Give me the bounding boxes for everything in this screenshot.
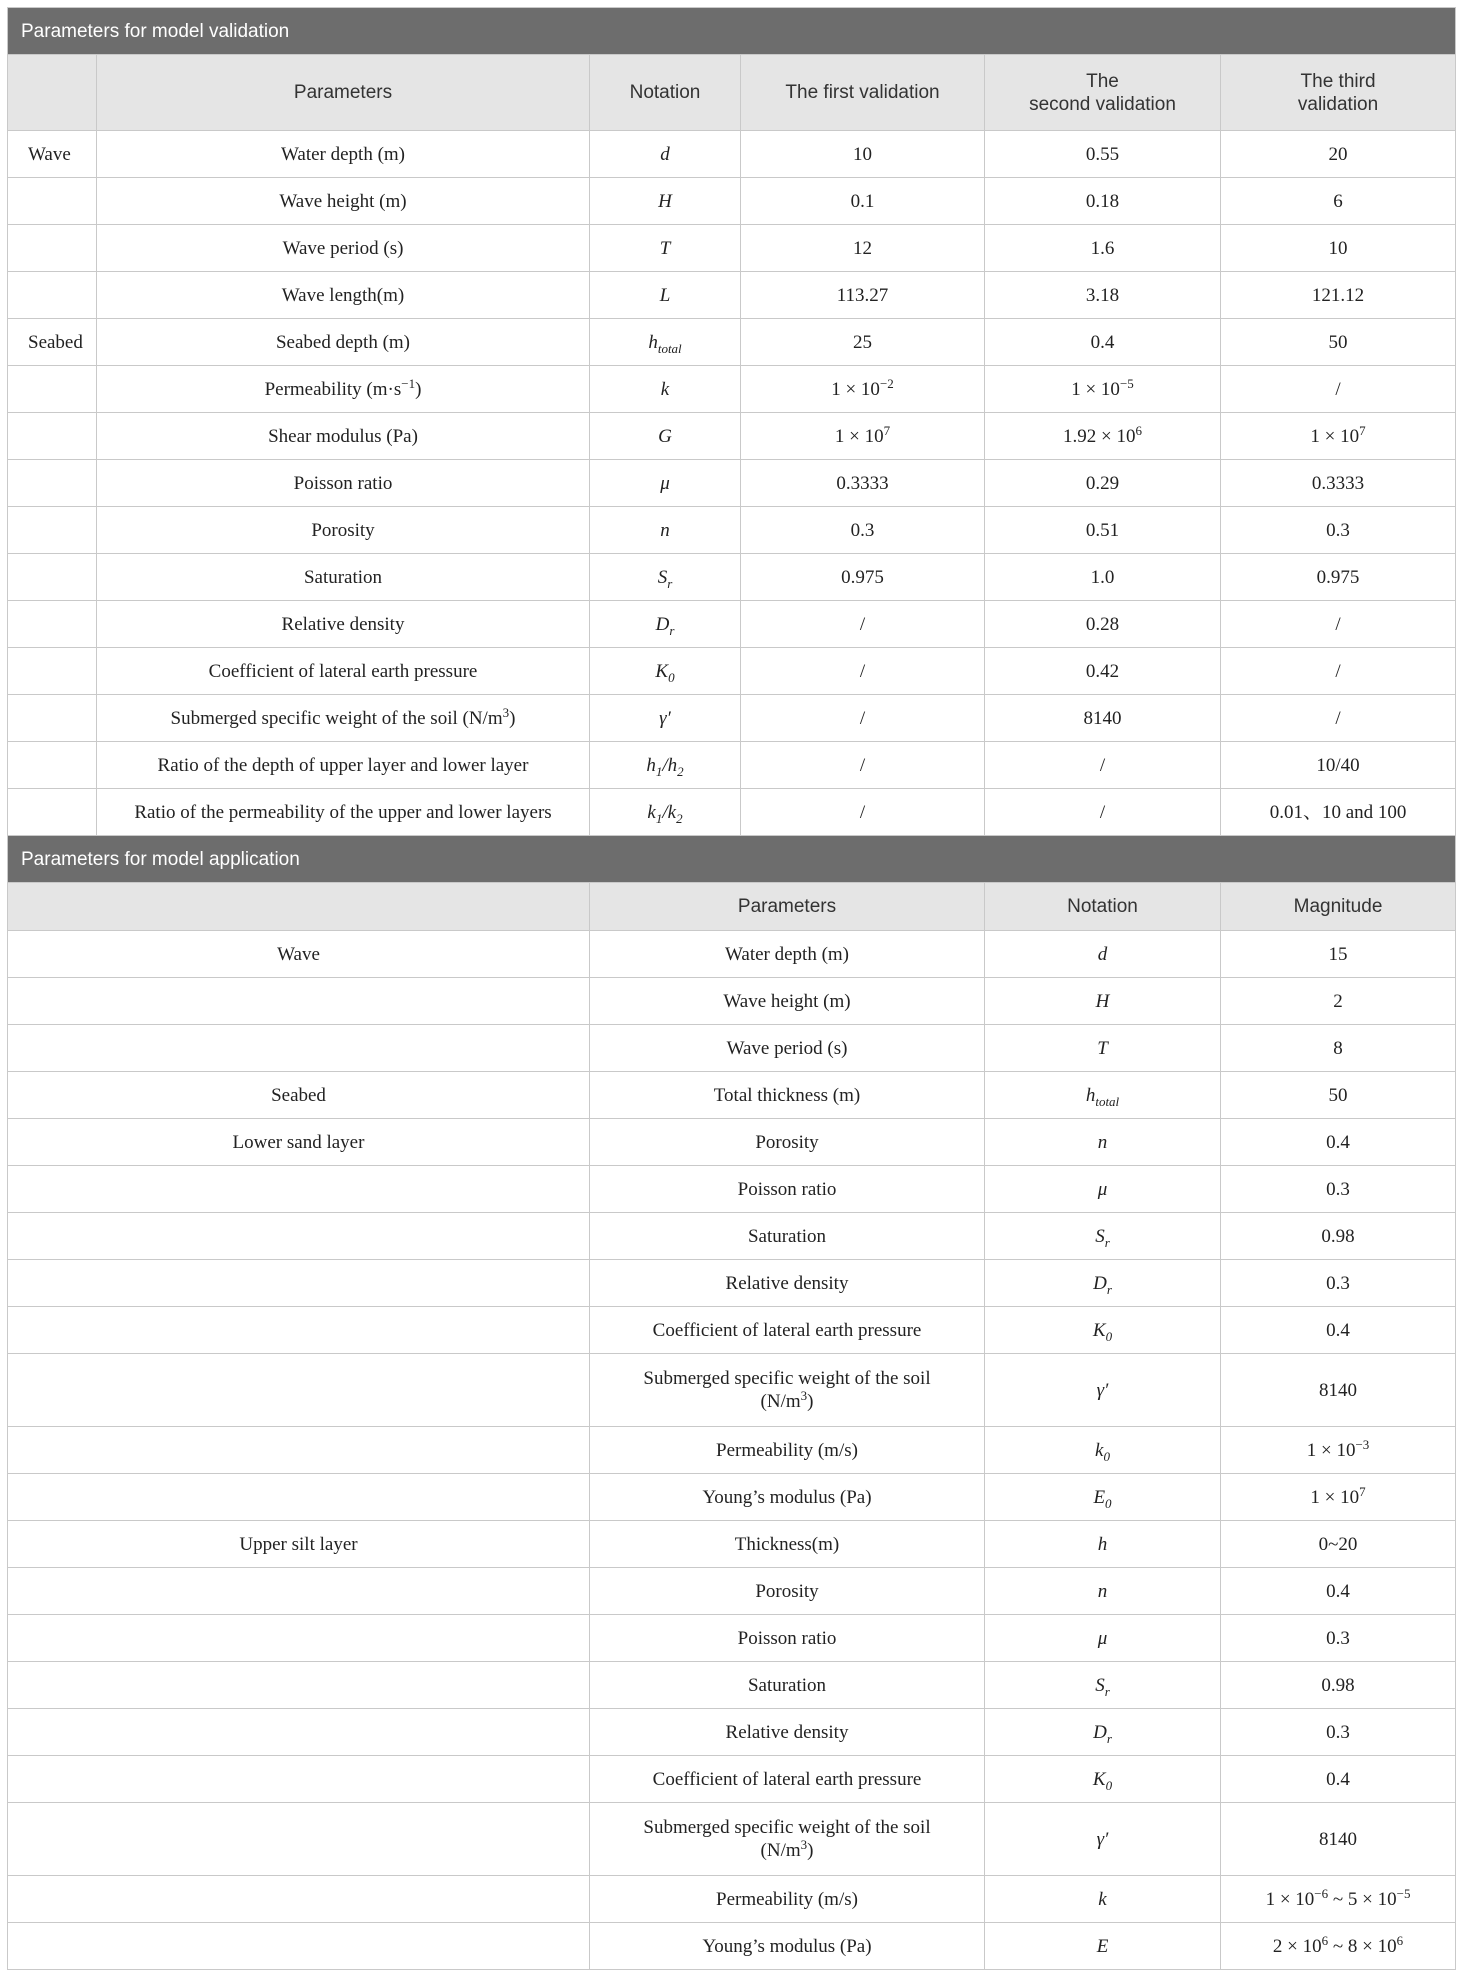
notation-cell: $S_r$ bbox=[985, 1213, 1221, 1260]
notation-cell: h bbox=[985, 1521, 1221, 1568]
third-validation-cell: 10 bbox=[1221, 225, 1456, 272]
table-row bbox=[8, 1213, 1456, 1260]
third-validation-cell: / bbox=[1221, 648, 1456, 695]
table-row bbox=[8, 648, 1456, 695]
parameter-cell: Wave period (s) bbox=[590, 1025, 985, 1072]
parameter-cell: Poisson ratio bbox=[590, 1615, 985, 1662]
group-cell: Wave bbox=[8, 131, 97, 178]
notation-cell: T bbox=[590, 225, 741, 272]
parameter-cell: Shear modulus (Pa) bbox=[97, 413, 590, 460]
magnitude-cell: 0.4 bbox=[1221, 1568, 1456, 1615]
group-cell bbox=[8, 460, 97, 507]
first-validation-cell: / bbox=[741, 601, 985, 648]
first-validation-cell: / bbox=[741, 695, 985, 742]
parameter-cell: Submerged specific weight of the soil $(N/m^3)$ bbox=[97, 695, 590, 742]
parameter-cell: Coefficient of lateral earth pressure bbox=[97, 648, 590, 695]
second-validation-cell: / bbox=[985, 789, 1221, 836]
magnitude-cell: $1 \times 10^7$ bbox=[1221, 1474, 1456, 1521]
header-parameters: Parameters bbox=[590, 883, 985, 931]
third-validation-cell: $1 \times 10^7$ bbox=[1221, 413, 1456, 460]
notation-cell: d bbox=[590, 131, 741, 178]
second-validation-cell: $1.92 \times 10^6$ bbox=[985, 413, 1221, 460]
table-row bbox=[8, 695, 1456, 742]
first-validation-cell: 0.1 bbox=[741, 178, 985, 225]
header-notation: Notation bbox=[590, 55, 741, 131]
magnitude-cell: 2 bbox=[1221, 978, 1456, 1025]
third-validation-cell: 0.3333 bbox=[1221, 460, 1456, 507]
second-validation-cell: 8140 bbox=[985, 695, 1221, 742]
table-row bbox=[8, 742, 1456, 789]
notation-cell: $k_0$ bbox=[985, 1427, 1221, 1474]
table-row bbox=[8, 319, 1456, 366]
third-validation-cell: / bbox=[1221, 695, 1456, 742]
notation-cell: γ′ bbox=[985, 1354, 1221, 1427]
header-notation: Notation bbox=[985, 883, 1221, 931]
group-cell bbox=[8, 1923, 590, 1970]
parameter-cell: Thickness(m) bbox=[590, 1521, 985, 1568]
notation-cell: $D_r$ bbox=[985, 1260, 1221, 1307]
table-row bbox=[8, 1166, 1456, 1213]
magnitude-cell: 0.98 bbox=[1221, 1213, 1456, 1260]
table-row bbox=[8, 366, 1456, 413]
table-row bbox=[8, 601, 1456, 648]
table-row bbox=[8, 460, 1456, 507]
header-blank bbox=[8, 55, 97, 131]
parameter-cell: Wave length(m) bbox=[97, 272, 590, 319]
table-row bbox=[8, 1709, 1456, 1756]
notation-cell: $D_r$ bbox=[985, 1709, 1221, 1756]
application-section-header bbox=[8, 836, 1456, 883]
first-validation-cell: 12 bbox=[741, 225, 985, 272]
group-cell bbox=[8, 742, 97, 789]
parameter-cell: Saturation bbox=[590, 1213, 985, 1260]
notation-cell: k bbox=[590, 366, 741, 413]
group-cell bbox=[8, 225, 97, 272]
third-validation-cell: 0.3 bbox=[1221, 507, 1456, 554]
header-second-validation: The second validation bbox=[985, 55, 1221, 131]
notation-cell: T bbox=[985, 1025, 1221, 1072]
notation-cell: $K_0$ bbox=[985, 1756, 1221, 1803]
second-validation-cell: $1 \times 10^{-5}$ bbox=[985, 366, 1221, 413]
group-cell bbox=[8, 554, 97, 601]
group-cell: Wave bbox=[8, 931, 590, 978]
magnitude-cell: 0.3 bbox=[1221, 1166, 1456, 1213]
notation-cell: $h_{total}$ bbox=[590, 319, 741, 366]
table-row bbox=[8, 1803, 1456, 1876]
notation-cell: $S_r$ bbox=[590, 554, 741, 601]
group-cell bbox=[8, 413, 97, 460]
table-row bbox=[8, 1354, 1456, 1427]
parameter-cell: Water depth (m) bbox=[97, 131, 590, 178]
parameter-cell: Total thickness (m) bbox=[590, 1072, 985, 1119]
second-validation-cell: 3.18 bbox=[985, 272, 1221, 319]
parameter-cell: Wave period (s) bbox=[97, 225, 590, 272]
table-row bbox=[8, 1756, 1456, 1803]
group-cell bbox=[8, 1427, 590, 1474]
third-validation-cell: / bbox=[1221, 366, 1456, 413]
group-cell: Lower sand layer bbox=[8, 1119, 590, 1166]
table-row bbox=[8, 1521, 1456, 1568]
header-first-validation: The first validation bbox=[741, 55, 985, 131]
parameter-cell: Ratio of the depth of upper layer and lower layer bbox=[97, 742, 590, 789]
first-validation-cell: 0.975 bbox=[741, 554, 985, 601]
group-cell bbox=[8, 1803, 590, 1876]
group-cell bbox=[8, 178, 97, 225]
table-row bbox=[8, 789, 1456, 836]
magnitude-cell: 0.98 bbox=[1221, 1662, 1456, 1709]
first-validation-cell: 10 bbox=[741, 131, 985, 178]
parameter-cell: Poisson ratio bbox=[590, 1166, 985, 1213]
validation-column-headers bbox=[8, 55, 1456, 131]
table-row bbox=[8, 1427, 1456, 1474]
table-row bbox=[8, 1568, 1456, 1615]
magnitude-cell: 0.4 bbox=[1221, 1119, 1456, 1166]
table-row bbox=[8, 272, 1456, 319]
table-row bbox=[8, 1662, 1456, 1709]
group-cell bbox=[8, 789, 97, 836]
parameter-cell: Relative density bbox=[97, 601, 590, 648]
group-cell bbox=[8, 601, 97, 648]
second-validation-cell: 0.42 bbox=[985, 648, 1221, 695]
table-row bbox=[8, 931, 1456, 978]
parameter-cell: Wave height (m) bbox=[97, 178, 590, 225]
group-cell bbox=[8, 507, 97, 554]
group-cell bbox=[8, 1615, 590, 1662]
validation-section-header bbox=[8, 8, 1456, 55]
group-cell bbox=[8, 1307, 590, 1354]
second-validation-cell: 0.4 bbox=[985, 319, 1221, 366]
magnitude-cell: 8140 bbox=[1221, 1803, 1456, 1876]
notation-cell: H bbox=[985, 978, 1221, 1025]
second-validation-cell: 0.55 bbox=[985, 131, 1221, 178]
first-validation-cell: / bbox=[741, 789, 985, 836]
table-row bbox=[8, 1260, 1456, 1307]
magnitude-cell: $1 \times 10^{-3}$ bbox=[1221, 1427, 1456, 1474]
notation-cell: $E_0$ bbox=[985, 1474, 1221, 1521]
notation-cell: L bbox=[590, 272, 741, 319]
parameter-cell: Water depth (m) bbox=[590, 931, 985, 978]
third-validation-cell: 121.12 bbox=[1221, 272, 1456, 319]
group-cell bbox=[8, 1025, 590, 1072]
first-validation-cell: 25 bbox=[741, 319, 985, 366]
table-row bbox=[8, 1025, 1456, 1072]
header-magnitude: Magnitude bbox=[1221, 883, 1456, 931]
second-validation-cell: 0.29 bbox=[985, 460, 1221, 507]
parameter-cell: Porosity bbox=[97, 507, 590, 554]
first-validation-cell: 0.3333 bbox=[741, 460, 985, 507]
notation-cell: γ′ bbox=[985, 1803, 1221, 1876]
group-cell: Seabed bbox=[8, 1072, 590, 1119]
table-row bbox=[8, 178, 1456, 225]
magnitude-cell: 0.3 bbox=[1221, 1709, 1456, 1756]
first-validation-cell: 113.27 bbox=[741, 272, 985, 319]
header-parameters: Parameters bbox=[97, 55, 590, 131]
notation-cell: d bbox=[985, 931, 1221, 978]
parameter-cell: Ratio of the permeability of the upper and lower layers bbox=[97, 789, 590, 836]
notation-cell: $D_r$ bbox=[590, 601, 741, 648]
notation-cell: H bbox=[590, 178, 741, 225]
second-validation-cell: 0.18 bbox=[985, 178, 1221, 225]
parameter-cell: Coefficient of lateral earth pressure bbox=[590, 1307, 985, 1354]
table-row bbox=[8, 507, 1456, 554]
parameter-cell: Permeability $(m\cdot s^{-1})$ bbox=[97, 366, 590, 413]
group-cell bbox=[8, 695, 97, 742]
application-section-title: Parameters for model application bbox=[8, 836, 1456, 883]
table-row bbox=[8, 1615, 1456, 1662]
application-column-headers bbox=[8, 883, 1456, 931]
second-validation-cell: 1.6 bbox=[985, 225, 1221, 272]
group-cell bbox=[8, 1166, 590, 1213]
notation-cell: $k_1/k_2$ bbox=[590, 789, 741, 836]
parameter-cell: Permeability (m/s) bbox=[590, 1876, 985, 1923]
notation-cell: $K_0$ bbox=[985, 1307, 1221, 1354]
group-cell bbox=[8, 1260, 590, 1307]
header-blank bbox=[8, 883, 590, 931]
second-validation-cell: 1.0 bbox=[985, 554, 1221, 601]
notation-cell: $h_{total}$ bbox=[985, 1072, 1221, 1119]
parameter-cell: Young’s modulus (Pa) bbox=[590, 1923, 985, 1970]
group-cell bbox=[8, 1474, 590, 1521]
parameter-cell: Seabed depth (m) bbox=[97, 319, 590, 366]
magnitude-cell: 0.3 bbox=[1221, 1260, 1456, 1307]
magnitude-cell: 50 bbox=[1221, 1072, 1456, 1119]
table-row bbox=[8, 1307, 1456, 1354]
magnitude-cell: 0.4 bbox=[1221, 1307, 1456, 1354]
first-validation-cell: / bbox=[741, 742, 985, 789]
group-cell bbox=[8, 1568, 590, 1615]
table-row bbox=[8, 1474, 1456, 1521]
table-row bbox=[8, 978, 1456, 1025]
parameter-cell: Permeability (m/s) bbox=[590, 1427, 985, 1474]
magnitude-cell: $2 \times 10^6$ ~ $8 \times 10^6$ bbox=[1221, 1923, 1456, 1970]
notation-cell: $h_1/h_2$ bbox=[590, 742, 741, 789]
notation-cell: μ bbox=[985, 1166, 1221, 1213]
group-cell bbox=[8, 366, 97, 413]
notation-cell: G bbox=[590, 413, 741, 460]
table-row bbox=[8, 131, 1456, 178]
notation-cell: γ′ bbox=[590, 695, 741, 742]
group-cell: Upper silt layer bbox=[8, 1521, 590, 1568]
third-validation-cell: 6 bbox=[1221, 178, 1456, 225]
parameter-cell: Relative density bbox=[590, 1709, 985, 1756]
notation-cell: μ bbox=[985, 1615, 1221, 1662]
first-validation-cell: $1 \times 10^7$ bbox=[741, 413, 985, 460]
table-row bbox=[8, 1119, 1456, 1166]
header-third-validation: The third validation bbox=[1221, 55, 1456, 131]
notation-cell: $S_r$ bbox=[985, 1662, 1221, 1709]
group-cell bbox=[8, 272, 97, 319]
magnitude-cell: 0.3 bbox=[1221, 1615, 1456, 1662]
magnitude-cell: $1 \times 10^{-6}$ ~ $5 \times 10^{-5}$ bbox=[1221, 1876, 1456, 1923]
parameters-document bbox=[7, 7, 1455, 1970]
group-cell bbox=[8, 1354, 590, 1427]
parameter-cell: Relative density bbox=[590, 1260, 985, 1307]
table-row bbox=[8, 1072, 1456, 1119]
parameter-cell: Porosity bbox=[590, 1119, 985, 1166]
notation-cell: E bbox=[985, 1923, 1221, 1970]
group-cell bbox=[8, 1662, 590, 1709]
third-validation-cell: 0.975 bbox=[1221, 554, 1456, 601]
parameter-cell: Wave height (m) bbox=[590, 978, 985, 1025]
group-cell bbox=[8, 1876, 590, 1923]
third-validation-cell: 0.01、10 and 100 bbox=[1221, 789, 1456, 836]
parameters-table bbox=[7, 7, 1456, 1970]
magnitude-cell: 8140 bbox=[1221, 1354, 1456, 1427]
parameter-cell: Submerged specific weight of the soil $(N/m^3)$ bbox=[590, 1354, 985, 1427]
parameter-cell: Saturation bbox=[590, 1662, 985, 1709]
parameter-cell: Saturation bbox=[97, 554, 590, 601]
notation-cell: k bbox=[985, 1876, 1221, 1923]
notation-cell: n bbox=[985, 1568, 1221, 1615]
group-cell bbox=[8, 1213, 590, 1260]
second-validation-cell: 0.28 bbox=[985, 601, 1221, 648]
parameter-cell: Poisson ratio bbox=[97, 460, 590, 507]
third-validation-cell: 10/40 bbox=[1221, 742, 1456, 789]
validation-section-title: Parameters for model validation bbox=[8, 8, 1456, 55]
parameter-cell: Coefficient of lateral earth pressure bbox=[590, 1756, 985, 1803]
notation-cell: n bbox=[590, 507, 741, 554]
first-validation-cell: 0.3 bbox=[741, 507, 985, 554]
parameter-cell: Young’s modulus (Pa) bbox=[590, 1474, 985, 1521]
magnitude-cell: 0.4 bbox=[1221, 1756, 1456, 1803]
third-validation-cell: 20 bbox=[1221, 131, 1456, 178]
group-cell bbox=[8, 1756, 590, 1803]
table-row bbox=[8, 1876, 1456, 1923]
group-cell bbox=[8, 648, 97, 695]
second-validation-cell: / bbox=[985, 742, 1221, 789]
table-row bbox=[8, 1923, 1456, 1970]
group-cell bbox=[8, 1709, 590, 1756]
notation-cell: $K_0$ bbox=[590, 648, 741, 695]
group-cell: Seabed bbox=[8, 319, 97, 366]
parameter-cell: Porosity bbox=[590, 1568, 985, 1615]
second-validation-cell: 0.51 bbox=[985, 507, 1221, 554]
third-validation-cell: / bbox=[1221, 601, 1456, 648]
table-row bbox=[8, 554, 1456, 601]
first-validation-cell: $1 \times 10^{-2}$ bbox=[741, 366, 985, 413]
magnitude-cell: 8 bbox=[1221, 1025, 1456, 1072]
magnitude-cell: 15 bbox=[1221, 931, 1456, 978]
notation-cell: μ bbox=[590, 460, 741, 507]
magnitude-cell: 0~20 bbox=[1221, 1521, 1456, 1568]
table-row bbox=[8, 413, 1456, 460]
table-row bbox=[8, 225, 1456, 272]
group-cell bbox=[8, 978, 590, 1025]
third-validation-cell: 50 bbox=[1221, 319, 1456, 366]
parameter-cell: Submerged specific weight of the soil $(N/m^3)$ bbox=[590, 1803, 985, 1876]
first-validation-cell: / bbox=[741, 648, 985, 695]
notation-cell: n bbox=[985, 1119, 1221, 1166]
